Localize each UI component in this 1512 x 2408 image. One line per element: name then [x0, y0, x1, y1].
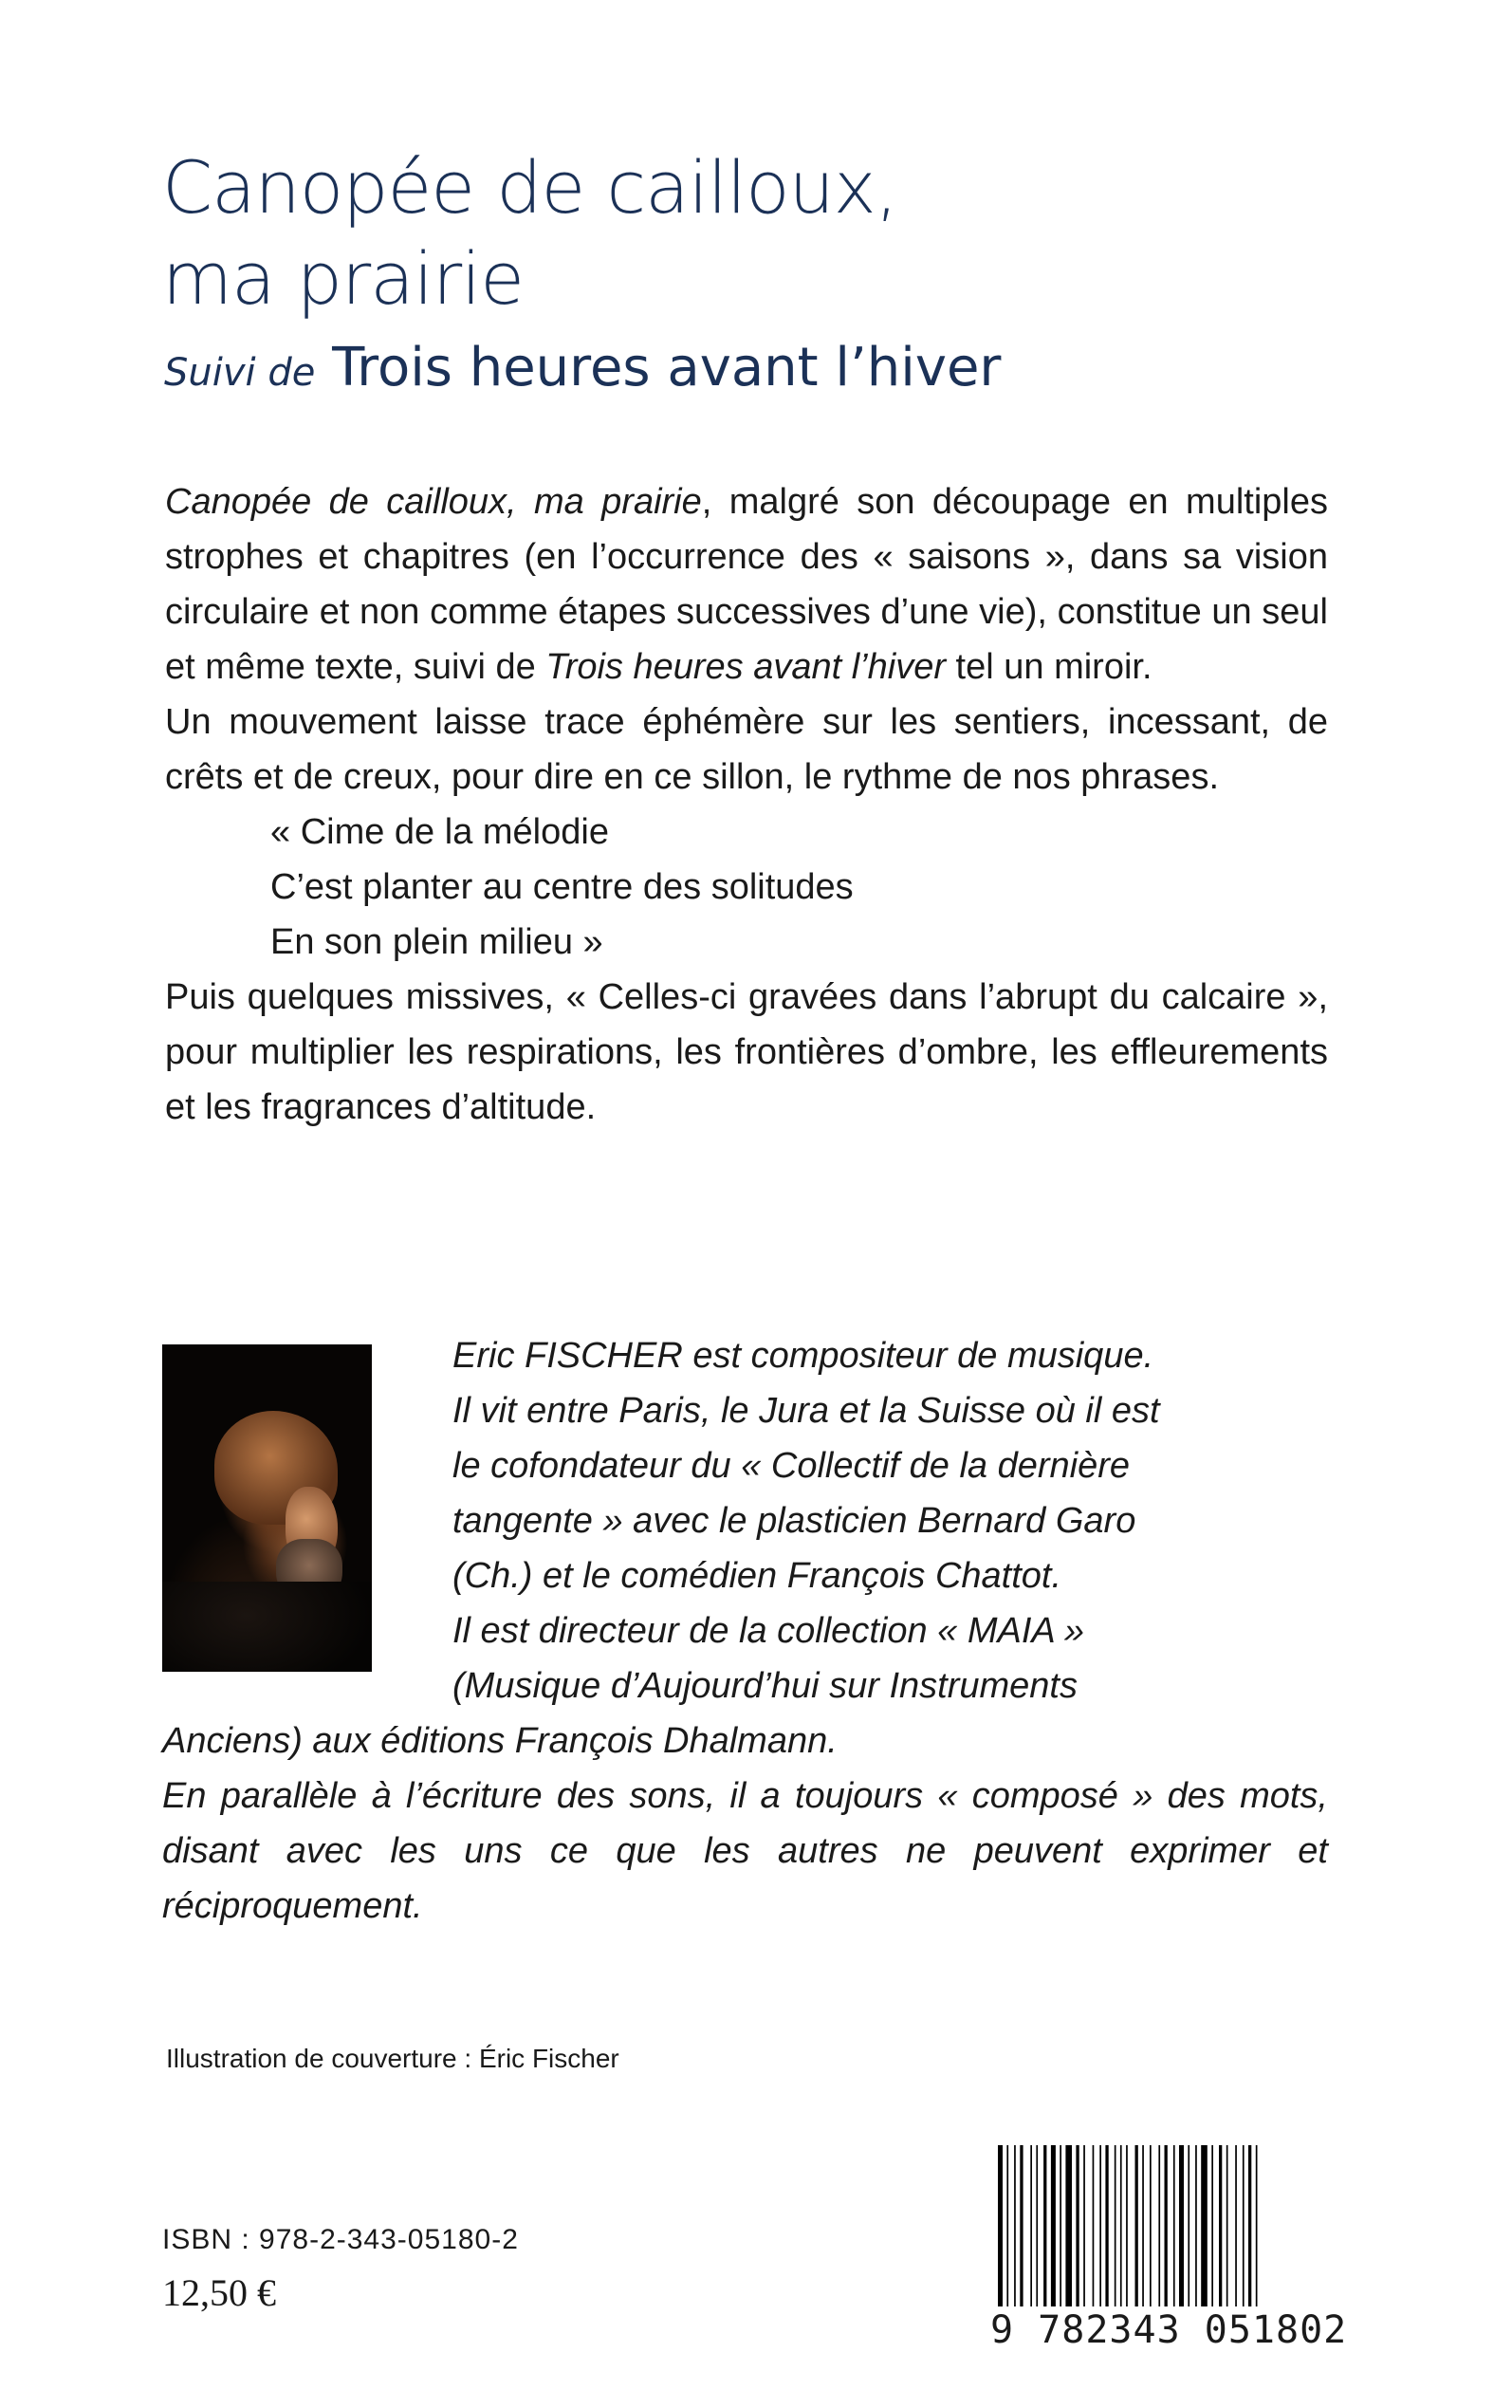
- barcode-bar: [1195, 2145, 1197, 2306]
- book-subtitle: [164, 334, 1001, 407]
- barcode-bar: [1115, 2145, 1116, 2306]
- book-title: [162, 142, 897, 324]
- barcode-bar: [1043, 2145, 1046, 2306]
- barcode-bar: [1006, 2145, 1008, 2306]
- blurb-title-italic: Canopée de cailloux, ma prairie: [165, 482, 702, 522]
- blurb-verse-3: En son plein milieu »: [270, 922, 603, 962]
- barcode-bar: [1243, 2145, 1245, 2306]
- blurb-paragraph-3: Puis quelques missives, « Celles-ci gravées dans l’abrupt du calcaire », pour multiplier les respirations, les frontières d’ombre, les effleurements et les fragrances d’altitude.: [165, 977, 1328, 1127]
- barcode-bar: [1126, 2145, 1128, 2306]
- barcode-bar: [1076, 2145, 1079, 2306]
- barcode-bar: [998, 2145, 1003, 2306]
- book-title-line-1: Canopée de cailloux,: [162, 145, 897, 230]
- blurb-verse-2: C’est planter au centre des solitudes: [270, 867, 854, 907]
- barcode-bar: [1036, 2145, 1038, 2306]
- barcode-bar: [1226, 2145, 1228, 2306]
- bio-line: le cofondateur du « Collectif de la dernière: [452, 1446, 1131, 1486]
- barcode-bar: [1211, 2145, 1213, 2306]
- bio-line: En parallèle à l’écriture des sons, il a toujours « composé » des mots, disant avec les uns ce que les autres ne peuvent exprimer et réciproquement.: [162, 1776, 1328, 1926]
- bio-line: Anciens) aux éditions François Dhalmann.: [162, 1721, 838, 1761]
- barcode-bars: [994, 2145, 1330, 2306]
- price: 12,50 €: [162, 2271, 276, 2314]
- barcode-bar: [1030, 2145, 1032, 2306]
- barcode-bar: [1105, 2145, 1108, 2306]
- barcode-bar: [1135, 2145, 1138, 2306]
- barcode-bar: [1020, 2145, 1023, 2306]
- barcode-bar: [1256, 2145, 1258, 2306]
- author-bio: [162, 1328, 1328, 1934]
- subtitle-text: Trois heures avant l’hiver: [332, 337, 1002, 398]
- barcode-bar: [1165, 2145, 1168, 2306]
- subtitle-prefix: Suivi de: [164, 351, 316, 395]
- blurb-p1-end: tel un miroir.: [946, 647, 1152, 687]
- barcode-bar: [1142, 2145, 1144, 2306]
- bio-line: Eric FISCHER est compositeur de musique.: [452, 1336, 1154, 1376]
- book-title-line-2: ma prairie: [162, 236, 525, 321]
- blurb-verse-1: « Cime de la mélodie: [270, 812, 609, 852]
- bio-line: (Musique d’Aujourd’hui sur Instruments: [452, 1666, 1078, 1706]
- isbn: ISBN : 978-2-343-05180-2: [162, 2224, 519, 2255]
- barcode-bar: [1060, 2145, 1061, 2306]
- barcode-bar: [1150, 2145, 1152, 2306]
- cover-illustration-credit: Illustration de couverture : Éric Fischer: [166, 2044, 619, 2073]
- barcode-bar: [1083, 2145, 1085, 2306]
- bio-line: tangente » avec le plasticien Bernard Garo: [452, 1501, 1136, 1541]
- barcode-bar: [1188, 2145, 1189, 2306]
- barcode-bar: [1051, 2145, 1056, 2306]
- barcode-bar: [1219, 2145, 1222, 2306]
- barcode-bar: [1099, 2145, 1101, 2306]
- barcode-bar: [1248, 2145, 1251, 2306]
- barcode-bar: [1093, 2145, 1095, 2306]
- blurb-paragraph-2: Un mouvement laisse trace éphémère sur les sentiers, incessant, de crêts et de creux, pour dire en ce sillon, le rythme de nos phrases.: [165, 702, 1328, 797]
- barcode-bar: [1235, 2145, 1237, 2306]
- barcode-bar: [1158, 2145, 1160, 2306]
- barcode-bar: [1065, 2145, 1072, 2306]
- bio-line: (Ch.) et le comédien François Chattot.: [452, 1556, 1062, 1596]
- barcode-bar: [1201, 2145, 1208, 2306]
- bio-line: Il est directeur de la collection « MAIA »: [452, 1611, 1085, 1651]
- barcode-bar: [1120, 2145, 1122, 2306]
- blurb-subtitle-italic: Trois heures avant l’hiver: [545, 647, 946, 687]
- blurb-p1-mid: , malgré son découpage en multiples strophes et chapitres (en l’occurrence des « saisons », dans sa vision circulaire et non comme étapes successives d’une vie), constitue un seul et même texte, suivi de: [165, 482, 1328, 687]
- bio-line: Il vit entre Paris, le Jura et la Suisse où il est: [452, 1391, 1160, 1431]
- barcode-digits: 9 782343 051802: [990, 2308, 1348, 2352]
- barcode-bar: [1173, 2145, 1175, 2306]
- book-blurb: [165, 474, 1328, 1135]
- blurb-paragraph-1: [165, 474, 1328, 695]
- barcode-bar: [1014, 2145, 1016, 2306]
- barcode-bar: [1179, 2145, 1184, 2306]
